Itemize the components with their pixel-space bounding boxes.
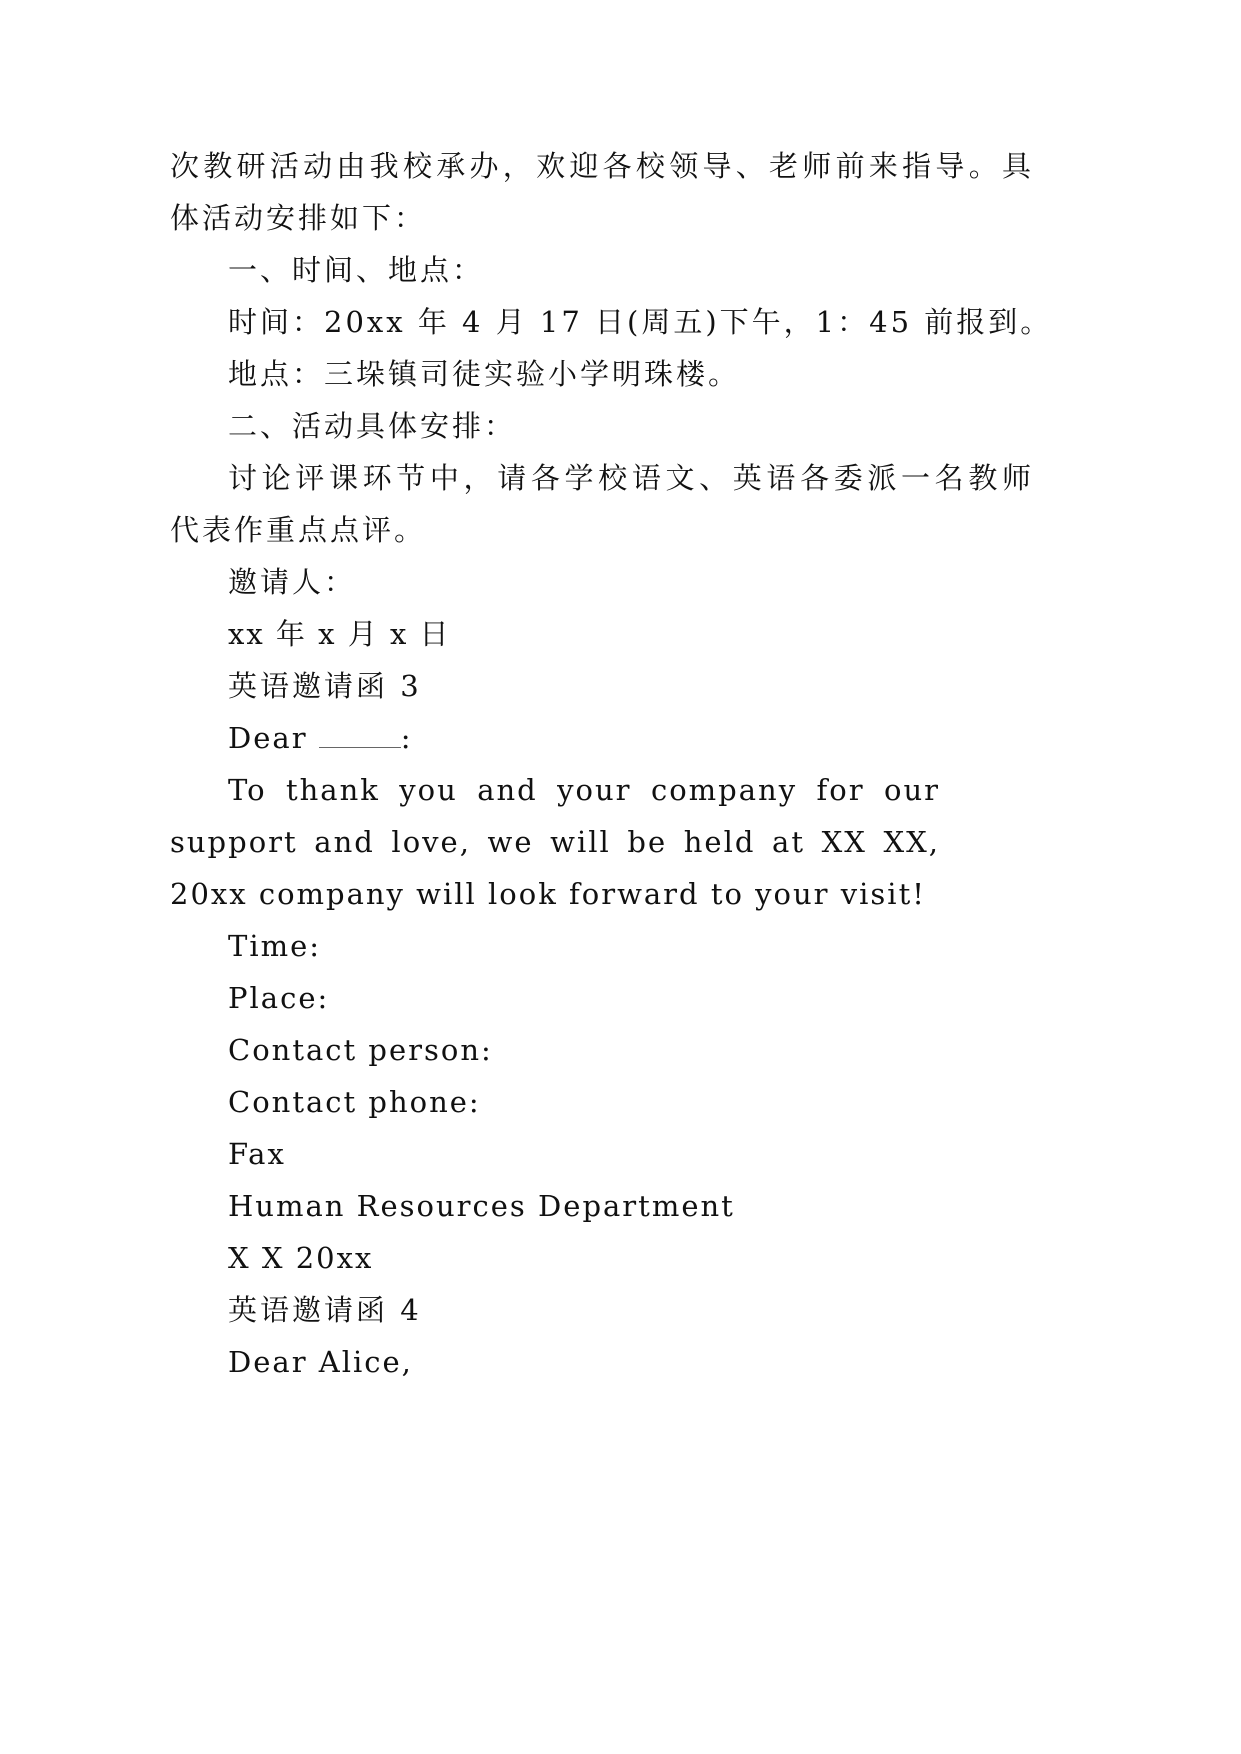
salutation-dear-alice: Dear Alice, (228, 1345, 413, 1379)
contact-phone-field: Contact phone: (228, 1085, 481, 1119)
name-blank (319, 723, 401, 748)
place-line: 地点：三垛镇司徒实验小学明珠楼。 (228, 357, 741, 391)
heading-invitation-3: 英语邀请函 3 (228, 669, 422, 703)
arrangement-line-1: 讨论评课环节中，请各学校语文、英语各委派一名教师 (228, 461, 1034, 495)
inviter-label: 邀请人： (228, 565, 357, 599)
time-field: Time: (228, 929, 322, 963)
date-line: xx 年 x 月 x 日 (228, 617, 451, 651)
fax-field: Fax (228, 1137, 286, 1171)
paragraph-line-2: 体活动安排如下： (170, 201, 427, 235)
salutation-colon: : (400, 721, 413, 755)
time-line: 时间：20xx 年 4 月 17 日(周五)下午，1：45 前报到。 (228, 305, 1053, 339)
contact-person-field: Contact person: (228, 1033, 493, 1067)
salutation-dear-blank (228, 718, 413, 758)
section-heading-time-place: 一、时间、地点： (228, 253, 485, 287)
place-field: Place: (228, 981, 330, 1015)
body-line-1: To thank you and your company for our (228, 773, 940, 807)
body-line-3: 20xx company will look forward to your visit! (170, 877, 926, 911)
heading-invitation-4: 英语邀请函 4 (228, 1293, 422, 1327)
body-line-2: support and love, we will be held at XX XX, (170, 825, 940, 859)
salutation-text: Dear (228, 721, 308, 755)
department-signature: Human Resources Department (228, 1189, 735, 1223)
section-heading-arrangement: 二、活动具体安排： (228, 409, 517, 443)
signature-date: X X 20xx (228, 1241, 374, 1275)
arrangement-line-2: 代表作重点点评。 (170, 513, 427, 547)
paragraph-line-1: 次教研活动由我校承办，欢迎各校领导、老师前来指导。具 (170, 149, 1034, 183)
